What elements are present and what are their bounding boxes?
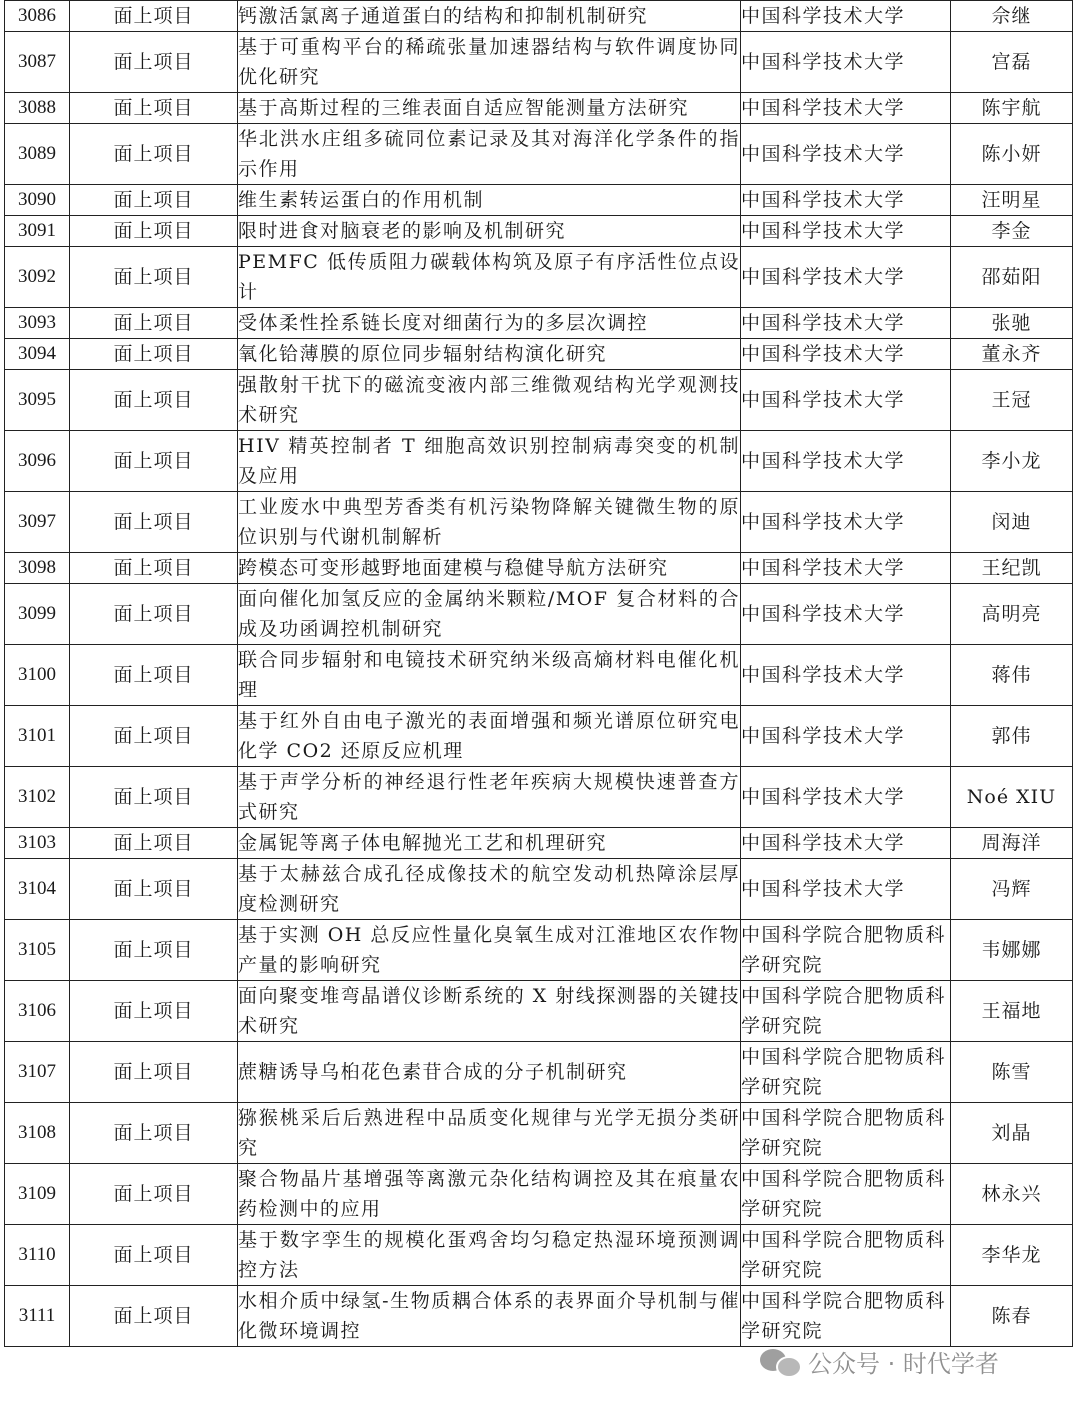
institution: 中国科学院合肥物质科学研究院 [741,1164,951,1225]
principal-investigator: 陈雪 [951,1042,1073,1103]
row-number: 3104 [5,859,70,920]
principal-investigator: 李金 [951,216,1073,247]
row-number: 3087 [5,32,70,93]
project-type: 面上项目 [70,1225,238,1286]
project-title: 钙激活氯离子通道蛋白的结构和抑制机制研究 [238,1,741,32]
institution: 中国科学技术大学 [741,339,951,370]
institution: 中国科学院合肥物质科学研究院 [741,981,951,1042]
project-type: 面上项目 [70,981,238,1042]
row-number: 3111 [5,1286,70,1347]
project-type: 面上项目 [70,370,238,431]
table-row [5,247,1073,308]
project-title: 水相介质中绿氢-生物质耦合体系的表界面介导机制与催化微环境调控 [238,1286,741,1347]
institution: 中国科学院合肥物质科学研究院 [741,1225,951,1286]
grant-table [4,0,1073,1347]
project-type: 面上项目 [70,920,238,981]
principal-investigator: 王冠 [951,370,1073,431]
project-type: 面上项目 [70,339,238,370]
principal-investigator: 韦娜娜 [951,920,1073,981]
principal-investigator: 郭伟 [951,706,1073,767]
institution: 中国科学技术大学 [741,492,951,553]
row-number: 3101 [5,706,70,767]
project-type: 面上项目 [70,124,238,185]
project-title: 维生素转运蛋白的作用机制 [238,185,741,216]
row-number: 3090 [5,185,70,216]
principal-investigator: 李华龙 [951,1225,1073,1286]
table-row [5,645,1073,706]
table-row [5,859,1073,920]
principal-investigator: 高明亮 [951,584,1073,645]
institution: 中国科学院合肥物质科学研究院 [741,920,951,981]
project-type: 面上项目 [70,1,238,32]
institution: 中国科学技术大学 [741,93,951,124]
institution: 中国科学技术大学 [741,216,951,247]
project-title: 联合同步辐射和电镜技术研究纳米级高熵材料电催化机理 [238,645,741,706]
table-row [5,1164,1073,1225]
table-row [5,981,1073,1042]
project-title: 基于高斯过程的三维表面自适应智能测量方法研究 [238,93,741,124]
principal-investigator: 蒋伟 [951,645,1073,706]
institution: 中国科学技术大学 [741,584,951,645]
project-title: 金属铌等离子体电解抛光工艺和机理研究 [238,828,741,859]
principal-investigator: 王纪凯 [951,553,1073,584]
grant-table-body [5,1,1073,1347]
row-number: 3091 [5,216,70,247]
institution: 中国科学技术大学 [741,247,951,308]
institution: 中国科学技术大学 [741,767,951,828]
project-title: 猕猴桃采后后熟进程中品质变化规律与光学无损分类研究 [238,1103,741,1164]
principal-investigator: 李小龙 [951,431,1073,492]
project-title: PEMFC 低传质阻力碳载体构筑及原子有序活性位点设计 [238,247,741,308]
project-type: 面上项目 [70,1042,238,1103]
watermark [760,1343,999,1379]
project-type: 面上项目 [70,32,238,93]
institution: 中国科学技术大学 [741,308,951,339]
table-row [5,308,1073,339]
project-type: 面上项目 [70,1103,238,1164]
project-title: 受体柔性拴系链长度对细菌行为的多层次调控 [238,308,741,339]
wechat-icon [760,1345,800,1377]
row-number: 3102 [5,767,70,828]
project-type: 面上项目 [70,93,238,124]
table-row [5,1042,1073,1103]
principal-investigator: 陈春 [951,1286,1073,1347]
table-row [5,216,1073,247]
principal-investigator: 汪明星 [951,185,1073,216]
table-row [5,767,1073,828]
project-type: 面上项目 [70,492,238,553]
project-title: 基于太赫兹合成孔径成像技术的航空发动机热障涂层厚度检测研究 [238,859,741,920]
principal-investigator: 张驰 [951,308,1073,339]
project-title: 华北洪水庄组多硫同位素记录及其对海洋化学条件的指示作用 [238,124,741,185]
row-number: 3088 [5,93,70,124]
project-title: 限时进食对脑衰老的影响及机制研究 [238,216,741,247]
table-row [5,93,1073,124]
project-type: 面上项目 [70,767,238,828]
row-number: 3109 [5,1164,70,1225]
principal-investigator: 闵迪 [951,492,1073,553]
principal-investigator: 刘晶 [951,1103,1073,1164]
principal-investigator: 陈宇航 [951,93,1073,124]
project-type: 面上项目 [70,247,238,308]
project-type: 面上项目 [70,553,238,584]
principal-investigator: 陈小妍 [951,124,1073,185]
table-row [5,920,1073,981]
row-number: 3092 [5,247,70,308]
row-number: 3108 [5,1103,70,1164]
watermark-text: 公众号 · 时代学者 [808,1349,999,1378]
table-row [5,553,1073,584]
project-type: 面上项目 [70,431,238,492]
project-type: 面上项目 [70,584,238,645]
table-row [5,124,1073,185]
project-title: 基于红外自由电子激光的表面增强和频光谱原位研究电化学 CO2 还原反应机理 [238,706,741,767]
row-number: 3095 [5,370,70,431]
project-title: 蔗糖诱导乌桕花色素苷合成的分子机制研究 [238,1042,741,1103]
institution: 中国科学技术大学 [741,32,951,93]
project-type: 面上项目 [70,1286,238,1347]
principal-investigator: 董永齐 [951,339,1073,370]
row-number: 3098 [5,553,70,584]
project-title: 基于声学分析的神经退行性老年疾病大规模快速普查方式研究 [238,767,741,828]
row-number: 3110 [5,1225,70,1286]
project-type: 面上项目 [70,216,238,247]
table-row [5,370,1073,431]
principal-investigator: 邵茹阳 [951,247,1073,308]
table-row [5,339,1073,370]
project-title: 跨模态可变形越野地面建模与稳健导航方法研究 [238,553,741,584]
row-number: 3100 [5,645,70,706]
project-title: 基于数字孪生的规模化蛋鸡舍均匀稳定热湿环境预测调控方法 [238,1225,741,1286]
institution: 中国科学技术大学 [741,185,951,216]
row-number: 3099 [5,584,70,645]
table-row [5,1286,1073,1347]
row-number: 3097 [5,492,70,553]
project-title: HIV 精英控制者 T 细胞高效识别控制病毒突变的机制及应用 [238,431,741,492]
row-number: 3096 [5,431,70,492]
row-number: 3094 [5,339,70,370]
table-row [5,584,1073,645]
principal-investigator: 冯辉 [951,859,1073,920]
principal-investigator: 林永兴 [951,1164,1073,1225]
row-number: 3086 [5,1,70,32]
project-title: 基于实测 OH 总反应性量化臭氧生成对江淮地区农作物产量的影响研究 [238,920,741,981]
project-title: 氧化铪薄膜的原位同步辐射结构演化研究 [238,339,741,370]
table-row [5,828,1073,859]
institution: 中国科学技术大学 [741,645,951,706]
row-number: 3103 [5,828,70,859]
institution: 中国科学技术大学 [741,1,951,32]
institution: 中国科学技术大学 [741,828,951,859]
institution: 中国科学技术大学 [741,859,951,920]
project-title: 面向聚变堆弯晶谱仪诊断系统的 X 射线探测器的关键技术研究 [238,981,741,1042]
institution: 中国科学院合肥物质科学研究院 [741,1042,951,1103]
principal-investigator: 王福地 [951,981,1073,1042]
principal-investigator: 宫磊 [951,32,1073,93]
institution: 中国科学技术大学 [741,370,951,431]
table-row [5,1225,1073,1286]
row-number: 3106 [5,981,70,1042]
principal-investigator: 佘继 [951,1,1073,32]
project-title: 面向催化加氢反应的金属纳米颗粒/MOF 复合材料的合成及功函调控机制研究 [238,584,741,645]
institution: 中国科学院合肥物质科学研究院 [741,1286,951,1347]
project-title: 聚合物晶片基增强等离激元杂化结构调控及其在痕量农药检测中的应用 [238,1164,741,1225]
project-type: 面上项目 [70,185,238,216]
principal-investigator: Noé XIU [951,767,1073,828]
project-type: 面上项目 [70,859,238,920]
table-row [5,1103,1073,1164]
institution: 中国科学技术大学 [741,124,951,185]
principal-investigator: 周海洋 [951,828,1073,859]
row-number: 3107 [5,1042,70,1103]
project-title: 强散射干扰下的磁流变液内部三维微观结构光学观测技术研究 [238,370,741,431]
row-number: 3105 [5,920,70,981]
table-row [5,32,1073,93]
project-title: 工业废水中典型芳香类有机污染物降解关键微生物的原位识别与代谢机制解析 [238,492,741,553]
project-type: 面上项目 [70,706,238,767]
row-number: 3089 [5,124,70,185]
project-type: 面上项目 [70,1164,238,1225]
institution: 中国科学技术大学 [741,431,951,492]
table-row [5,706,1073,767]
table-row [5,492,1073,553]
project-title: 基于可重构平台的稀疏张量加速器结构与软件调度协同优化研究 [238,32,741,93]
table-row [5,1,1073,32]
project-type: 面上项目 [70,645,238,706]
project-type: 面上项目 [70,308,238,339]
table-row [5,431,1073,492]
row-number: 3093 [5,308,70,339]
project-type: 面上项目 [70,828,238,859]
institution: 中国科学技术大学 [741,553,951,584]
institution: 中国科学技术大学 [741,706,951,767]
table-row [5,185,1073,216]
institution: 中国科学院合肥物质科学研究院 [741,1103,951,1164]
